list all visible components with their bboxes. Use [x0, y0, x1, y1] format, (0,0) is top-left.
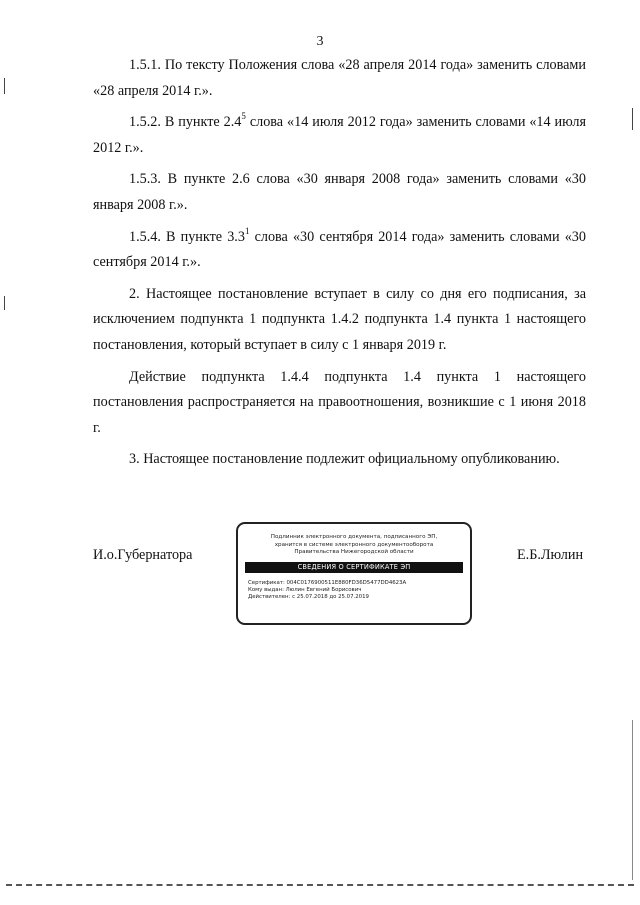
- paragraph-3: 3. Настоящее постановление подлежит официальному опубликованию.: [129, 451, 560, 468]
- stamp-validity: Действителен: с 25.07.2018 до 25.07.2019: [248, 594, 369, 601]
- superscript-5: 5: [241, 111, 246, 122]
- scan-margin-mark: [632, 108, 633, 130]
- paragraph-1-5-2-start: 1.5.2. В пункте 2.4: [129, 114, 242, 131]
- electronic-signature-stamp: [236, 522, 472, 625]
- stamp-header-line-1: Подлинник электронного документа, подписанного ЭП,: [270, 534, 438, 540]
- signatory-title: И.о.Губернатора: [93, 547, 193, 563]
- paragraph-1-5-1: 1.5.1. По тексту Положения слова «28 апреля 2014 года» заменить словами «28 апреля 2014 г.».: [93, 57, 586, 99]
- signatory-name: Е.Б.Люлин: [517, 547, 584, 563]
- paragraph-1-5-3: 1.5.3. В пункте 2.6 слова «30 января 2008 года» заменить словами «30 января 2008 г.».: [93, 171, 586, 213]
- stamp-issued-to: Кому выдан: Люлин Евгений Борисович: [248, 586, 362, 593]
- scan-margin-mark: [632, 720, 633, 880]
- paragraph-2: 2. Настоящее постановление вступает в силу со дня его подписания, за исключением подпункта 1 подпункта 1.4.2 подпункта 1.4 пункта 1 настоящего постановления, который вступает в силу с 1 января 2019 г.: [93, 285, 586, 353]
- stamp-certificate-details: [248, 580, 470, 602]
- stamp-header-line-2: хранится в системе электронного документооборота: [274, 541, 434, 548]
- paragraph-1-5-4: [93, 225, 586, 276]
- scan-margin-mark: [4, 78, 5, 94]
- stamp-certificate-number: Сертификат: 004C0176900511E880FD36D5477DD4623A: [248, 579, 407, 586]
- paragraph-1-5-2: [93, 110, 586, 161]
- page-number: 3: [316, 34, 324, 49]
- document-body: [93, 53, 586, 479]
- stamp-certificate-banner: СВЕДЕНИЯ О СЕРТИФИКАТЕ ЭП: [245, 562, 463, 573]
- scan-margin-mark: [4, 296, 5, 310]
- superscript-1: 1: [244, 225, 250, 236]
- stamp-header: [238, 534, 470, 557]
- paragraph-1-5-4-start: 1.5.4. В пункте 3.3: [129, 228, 245, 245]
- paragraph-1-5-2-end: слова «14 июля 2012 года» заменить словами «14 июля 2012 г.».: [93, 114, 586, 156]
- scan-bottom-edge: [6, 884, 634, 886]
- stamp-header-line-3: Правительства Нижегородской области: [294, 549, 414, 555]
- paragraph-1-5-4-end: слова «30 сентября 2014 года» заменить словами «30 сентября 2014 г.».: [93, 228, 586, 271]
- paragraph-2-effect: Действие подпункта 1.4.4 подпункта 1.4 пункта 1 настоящего постановления распространяется на правоотношения, возникшие с 1 июня 2018 г.: [93, 368, 586, 436]
